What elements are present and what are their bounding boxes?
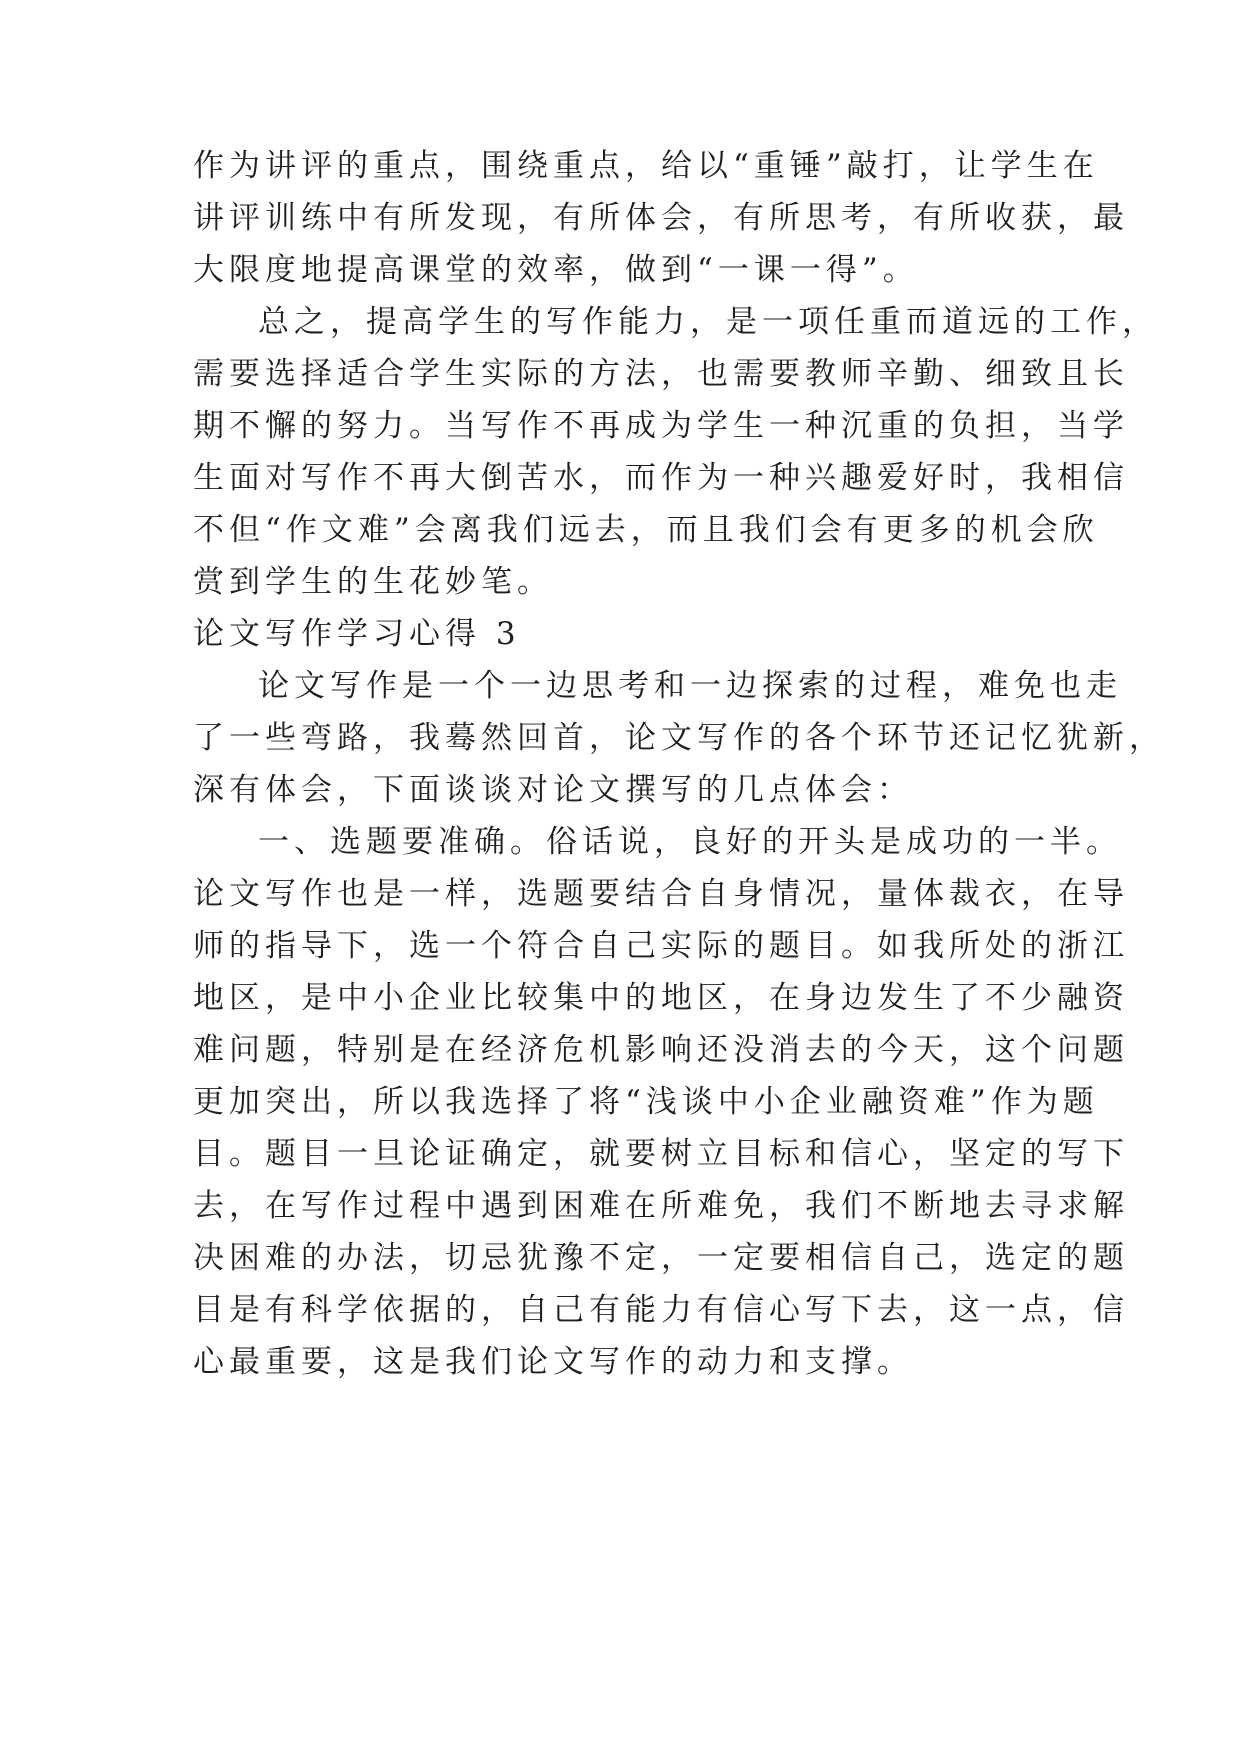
text-line: 作为讲评的重点，围绕重点，给以“重锤”敲打，让学生在 <box>193 148 1099 184</box>
text-line: 需要选择适合学生实际的方法，也需要教师辛勤、细致且长 <box>193 356 1129 392</box>
text-line: 心最重要，这是我们论文写作的动力和支撑。 <box>193 1344 913 1380</box>
text-line: 论文写作也是一样，选题要结合自身情况，量体裁衣，在导 <box>193 876 1129 912</box>
text-line: 生面对写作不再大倒苦水，而作为一种兴趣爱好时，我相信 <box>193 460 1129 496</box>
text-line: 师的指导下，选一个符合自己实际的题目。如我所处的浙江 <box>193 928 1129 964</box>
text-line: 大限度地提高课堂的效率，做到“一课一得”。 <box>193 252 919 288</box>
text-line: 赏到学生的生花妙笔。 <box>193 564 553 600</box>
text-line: 更加突出，所以我选择了将“浅谈中小企业融资难”作为题 <box>193 1084 1099 1120</box>
paragraph-start-line: 一、选题要准确。俗话说，良好的开头是成功的一半。 <box>258 824 1122 860</box>
text-line: 讲评训练中有所发现，有所体会，有所思考，有所收获，最 <box>193 200 1129 236</box>
paragraph-start-line: 总之，提高学生的写作能力，是一项任重而道远的工作， <box>258 304 1158 340</box>
text-line: 目是有科学依据的，自己有能力有信心写下去，这一点，信 <box>193 1292 1129 1328</box>
paragraph-start-line: 论文写作是一个一边思考和一边探索的过程，难免也走 <box>258 668 1122 704</box>
text-line: 地区，是中小企业比较集中的地区，在身边发生了不少融资 <box>193 980 1129 1016</box>
text-line: 难问题，特别是在经济危机影响还没消去的今天，这个问题 <box>193 1032 1129 1068</box>
text-line: 深有体会，下面谈谈对论文撰写的几点体会： <box>193 772 913 808</box>
text-line: 目。题目一旦论证确定，就要树立目标和信心，坚定的写下 <box>193 1136 1129 1172</box>
text-line: 了一些弯路，我蓦然回首，论文写作的各个环节还记忆犹新， <box>193 720 1165 756</box>
text-line: 期不懈的努力。当写作不再成为学生一种沉重的负担，当学 <box>193 408 1129 444</box>
text-line: 决困难的办法，切忌犹豫不定，一定要相信自己，选定的题 <box>193 1240 1129 1276</box>
text-line: 去，在写作过程中遇到困难在所难免，我们不断地去寻求解 <box>193 1188 1129 1224</box>
section-heading: 论文写作学习心得 3 <box>193 616 521 652</box>
text-line: 不但“作文难”会离我们远去，而且我们会有更多的机会欣 <box>193 512 1099 548</box>
